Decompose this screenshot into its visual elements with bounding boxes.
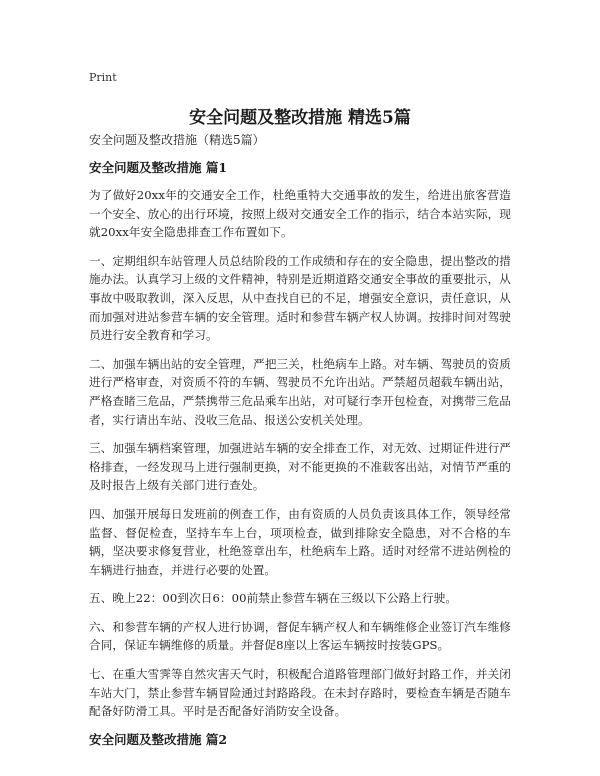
print-link[interactable]: Print [89, 71, 117, 84]
paragraph: 二、加强车辆出站的安全管理，严把三关，杜绝病车上路。对车辆、驾驶员的资质进行严格审查，对资质不符的车辆、驾驶员不允许出站。严禁超员超载车辆出站，严格查睹三危品，严禁携带三危品乘车出站，对可疑行李开包检查，对携带三危品者，实行请出车站、没收三危品、报送公安机关处理。 [89, 356, 511, 427]
paragraph: 五、晚上22：00到次日6：00前禁止参营车辆在三级以下公路上行驶。 [89, 591, 458, 606]
paragraph: 三、加强车辆档案管理，加强进站车辆的安全排查工作，对无效、过期证件进行严格排查，一经发现马上进行强制更换，对不能更换的不准载客出站，对情节严重的及时报告上级有关部门进行查处。 [89, 441, 511, 493]
paragraph: 四、加强开展每日发班前的例查工作，由有资质的人员负责该具体工作，领导经常监督、督促检查，坚持车车上台，项项检查，做到排除安全隐患，对不合格的车辆，坚决要求修复营业，杜绝签章出车，杜绝病车上路。适时对经常不进站例检的车辆进行抽查，并进行必要的处置。 [89, 506, 511, 577]
paragraph: 六、和参营车辆的产权人进行协调，督促车辆产权人和车辆维修企业签订汽车维修合同，保证车辆维修的质量。并督促8座以上客运车辆按时按装GPS。 [89, 619, 511, 653]
paragraph: 一、定期组织车站管理人员总结阶段的工作成绩和存在的安全隐患，提出整改的措施办法。认真学习上级的文件精神，特别是近期道路交通安全事故的重要批示，从事故中吸取教训，深入反思，从中查找自已的不足，增强安全意识，责任意识，从而加强对进站参营车辆的安全管理。适时和参营车辆产权人协调。按排时间对驾驶员进行安全教育和学习。 [89, 253, 511, 343]
page-title: 安全问题及整改措施 精选5篇 [189, 108, 411, 128]
section-heading: 安全问题及整改措施 篇1 [89, 160, 228, 175]
paragraph: 为了做好20xx年的交通安全工作，杜绝重特大交通事故的发生，给进出旅客营造一个安全、放心的出行环境，按照上级对交通安全工作的指示，结合本站实际，现就20xx年安全隐患排查工作布置如下。 [89, 188, 511, 240]
document-body [89, 131, 511, 758]
document-subtitle: 安全问题及整改措施（精选5篇） [89, 133, 265, 147]
section-heading: 安全问题及整改措施 篇2 [89, 731, 228, 747]
paragraph: 七、在重大雪霁等自然灾害天气时，积极配合道路管理部门做好封路工作，并关闭车站大门，禁止参营车辆冒险通过封路路段。在未封存路时，要检查车辆是否随车配备好防滑工具。平时是否配备好消防安全设备。 [89, 667, 511, 719]
